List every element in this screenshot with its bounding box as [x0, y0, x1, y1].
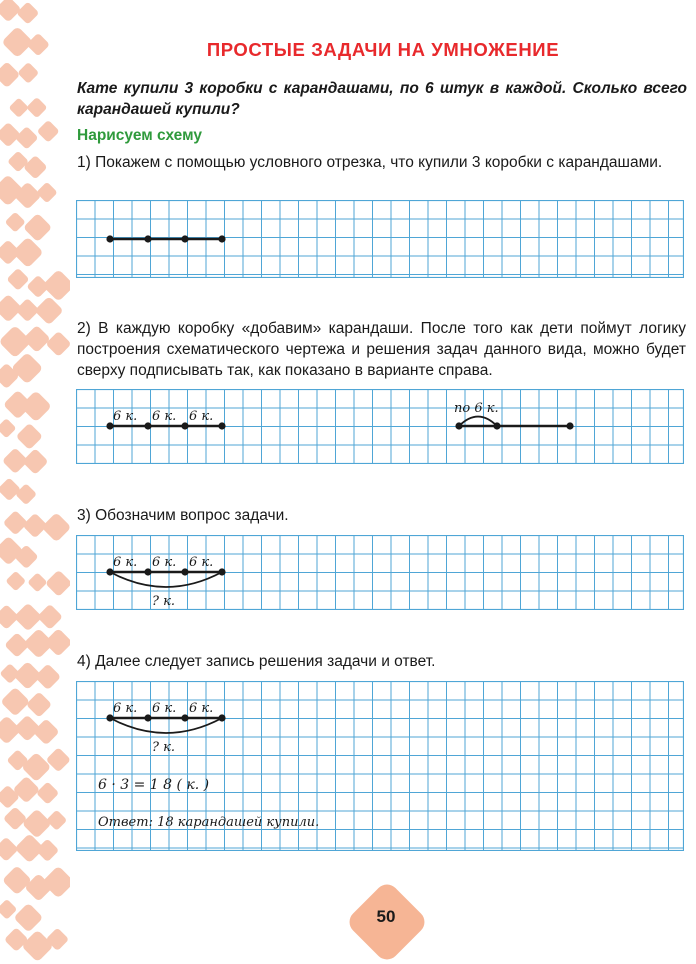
border-diamond: [16, 423, 43, 450]
scheme-dot: [181, 422, 188, 429]
label-6k-3: 6 к.: [189, 555, 214, 570]
answer-line: Ответ: 18 карандашей купили.: [98, 815, 320, 830]
border-diamond: [36, 182, 58, 204]
border-diamond: [5, 212, 26, 233]
grid-step-4: [76, 681, 684, 851]
border-diamond: [27, 572, 47, 592]
border-diamond: [46, 810, 67, 831]
border-diamond: [2, 865, 32, 895]
border-diamond: [13, 903, 43, 933]
label-6k-2: 6 к.: [152, 409, 177, 424]
border-diamond: [45, 570, 70, 597]
border-diamond: [12, 237, 44, 269]
scheme-dot: [218, 235, 225, 242]
border-diamond: [15, 298, 39, 322]
border-diamond: [0, 837, 19, 862]
border-diamond: [36, 838, 60, 862]
border-diamond: [3, 806, 27, 830]
step-3-text: 3) Обозначим вопрос задачи.: [77, 507, 289, 524]
total-brace: [110, 718, 222, 733]
border-diamond: [33, 718, 60, 745]
solution-line: 6 · 3 = 1 8 ( к. ): [98, 777, 210, 793]
border-diamond: [23, 155, 48, 180]
page-number: 50: [376, 907, 396, 926]
border-diamond: [34, 296, 63, 325]
border-diamond: [42, 269, 70, 302]
scheme-dot: [144, 422, 151, 429]
border-diamond: [26, 691, 52, 717]
label-question: ? к.: [152, 740, 175, 755]
scheme-dot: [455, 422, 462, 429]
label-6k-1: 6 к.: [113, 555, 138, 570]
border-diamond: [0, 687, 30, 717]
border-diamond: [3, 510, 29, 536]
border-diamond: [23, 213, 52, 242]
border-diamond: [0, 477, 21, 501]
decorative-border: [0, 0, 70, 964]
border-diamond: [9, 97, 30, 118]
label-6k-1: 6 к.: [113, 701, 138, 716]
border-diamond: [6, 268, 29, 291]
border-diamond: [26, 33, 50, 57]
label-6k-2: 6 к.: [152, 555, 177, 570]
label-6k-2: 6 к.: [152, 701, 177, 716]
scheme-dot: [493, 422, 500, 429]
border-diamond: [5, 571, 26, 592]
border-diamond: [37, 120, 60, 143]
border-diamond: [37, 604, 63, 630]
border-diamond: [0, 122, 21, 148]
label-6k-1: 6 к.: [113, 409, 138, 424]
border-diamond: [36, 781, 59, 804]
border-diamond: [0, 899, 17, 920]
border-diamond: [22, 808, 52, 838]
step-4-text: 4) Далее следует запись решения задачи и ответ.: [77, 653, 436, 670]
border-diamond: [0, 418, 16, 438]
scheme-dot: [106, 235, 113, 242]
total-brace: [110, 572, 222, 587]
border-diamond: [44, 628, 70, 657]
subheading: Нарисуем схему: [77, 127, 202, 144]
page-title: ПРОСТЫЕ ЗАДАЧИ НА УМНОЖЕНИЕ: [206, 39, 560, 60]
step-1-text: 1) Покажем с помощью условного отрезка, что купили 3 коробки с карандашами.: [77, 154, 663, 171]
border-diamond: [26, 97, 48, 119]
grid-step-2: [76, 389, 684, 464]
grid-step-3: [76, 535, 684, 610]
border-diamond: [21, 929, 54, 962]
border-diamond: [22, 448, 49, 475]
border-diamond: [17, 62, 39, 84]
scheme-dot: [566, 422, 573, 429]
label-6k-3: 6 к.: [189, 701, 214, 716]
border-diamond: [20, 390, 52, 422]
step-2-text: 2) В каждую коробку «добавим» карандаши. После того как дети поймут логику построения схематического чертежа и решения задач данного вида, можно будет сверху подписывать так, как показано в варианте справа.: [77, 320, 686, 379]
grid-step-1: [76, 200, 684, 278]
scheme-dot: [106, 422, 113, 429]
border-diamond: [0, 61, 20, 88]
scheme-dot: [181, 568, 188, 575]
scheme-dot: [144, 568, 151, 575]
border-diamond: [45, 331, 70, 357]
border-diamond: [13, 602, 42, 631]
label-question: ? к.: [152, 594, 175, 609]
border-diamond: [16, 1, 39, 24]
task-text: Кате купили 3 коробки с карандашами, по 6 штук в каждой. Сколько всего карандашей купили?: [77, 80, 687, 118]
scheme-dot: [218, 422, 225, 429]
border-diamond: [23, 325, 51, 353]
border-diamond: [41, 512, 70, 542]
label-6k-3: 6 к.: [189, 409, 214, 424]
border-diamond: [15, 126, 39, 150]
border-diamond: [46, 747, 70, 772]
scheme-dot: [181, 714, 188, 721]
border-diamond: [34, 663, 61, 690]
scheme-dot: [144, 714, 151, 721]
scheme-dot: [181, 235, 188, 242]
label-po-6k: по 6 к.: [454, 401, 499, 416]
border-diamond: [1, 26, 33, 58]
scheme-dot: [144, 235, 151, 242]
